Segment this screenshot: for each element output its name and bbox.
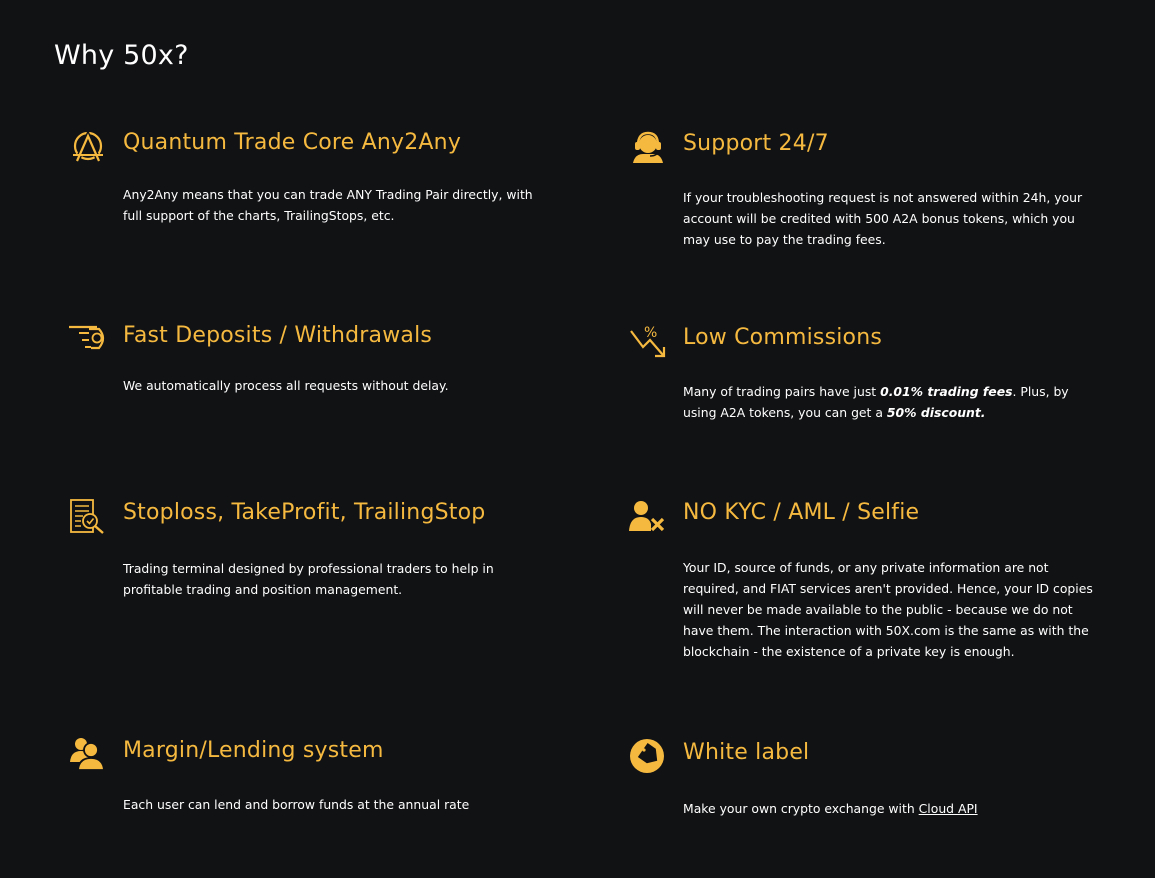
feature-title: Fast Deposits / Withdrawals bbox=[123, 323, 433, 348]
feature-description: If your troubleshooting request is not answered within 24h, your account will be credited with 500 A2A bonus tokens, which you may use to pay the trading fees. bbox=[683, 190, 1083, 247]
feature-description: Many of trading pairs have just 0.01% trading fees. Plus, by using A2A tokens, you can get a 50% discount. bbox=[683, 384, 1069, 420]
any2any-icon bbox=[69, 128, 109, 168]
feature-description: Trading terminal designed by professional traders to help in profitable trading and position management. bbox=[123, 561, 494, 597]
fast-money-icon bbox=[69, 321, 109, 361]
tag-circle-icon bbox=[629, 738, 669, 778]
feature-description: Your ID, source of funds, or any private information are not required, and FIAT services aren't provided. Hence, your ID copies will never be made available to the public - because we do not have them. The interaction with 50X.com is the same as with the blockchain - the existence of a private key is enough. bbox=[683, 560, 1093, 659]
feature-title: NO KYC / AML / Selfie bbox=[683, 500, 920, 525]
document-check-icon bbox=[69, 498, 109, 538]
feature-description: Any2Any means that you can trade ANY Trading Pair directly, with full support of the charts, TrailingStops, etc. bbox=[123, 187, 533, 223]
feature-title: White label bbox=[683, 740, 810, 765]
feature-description: Make your own crypto exchange with Cloud API bbox=[683, 801, 978, 816]
percent-down-icon bbox=[629, 323, 669, 363]
user-x-icon bbox=[629, 498, 669, 538]
feature-title: Low Commissions bbox=[683, 325, 883, 350]
feature-title: Margin/Lending system bbox=[123, 738, 384, 763]
fee-highlight: 0.01% trading fees bbox=[880, 384, 1013, 399]
svg-text:%: % bbox=[644, 325, 658, 341]
users-icon bbox=[69, 736, 109, 776]
feature-title: Stoploss, TakeProfit, TrailingStop bbox=[123, 500, 486, 525]
cloud-api-link[interactable]: Cloud API bbox=[918, 801, 978, 816]
discount-highlight: 50% discount. bbox=[886, 405, 986, 420]
support-headset-icon bbox=[629, 129, 669, 169]
page-title: Why 50x? bbox=[54, 40, 189, 71]
feature-description: We automatically process all requests without delay. bbox=[123, 378, 449, 393]
feature-title: Support 24/7 bbox=[683, 131, 829, 156]
feature-title: Quantum Trade Core Any2Any bbox=[123, 130, 462, 155]
feature-description: Each user can lend and borrow funds at the annual rate bbox=[123, 797, 470, 812]
